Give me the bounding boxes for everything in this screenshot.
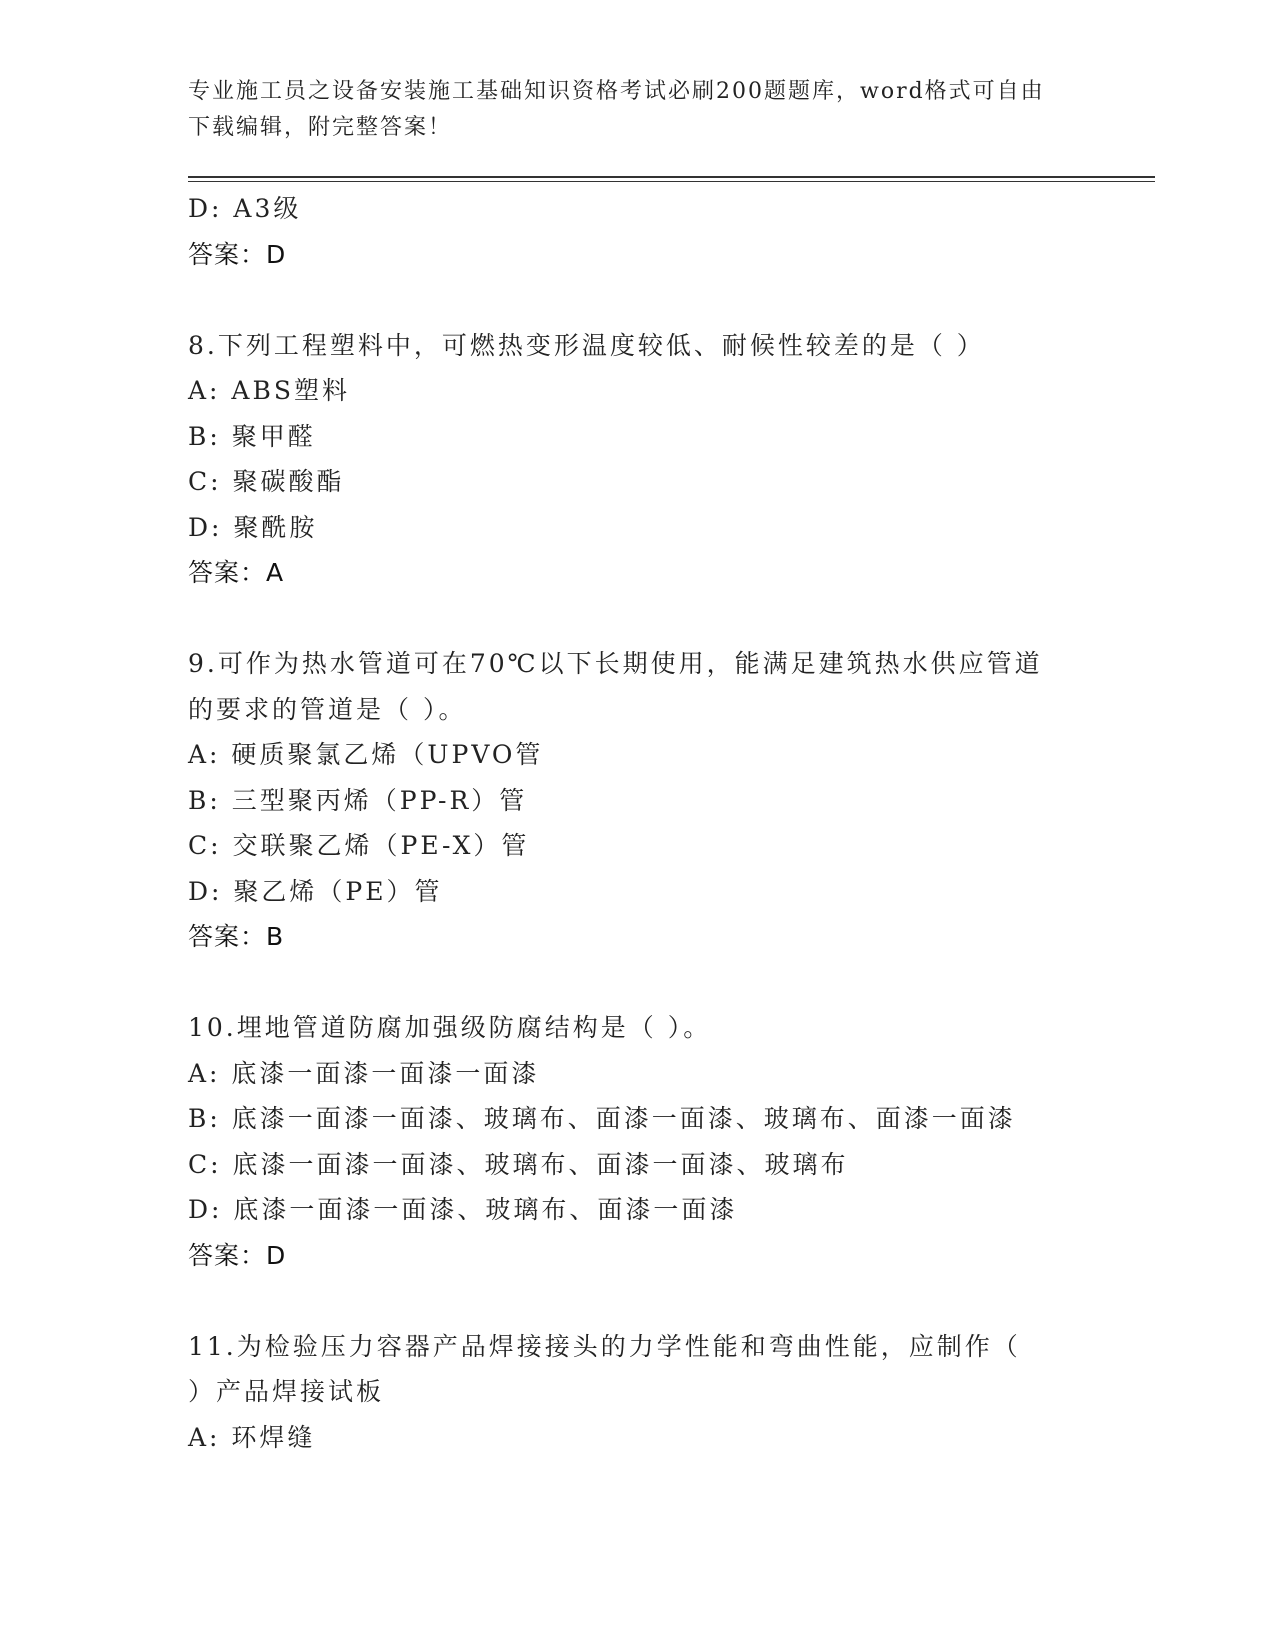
- option-a: A: 底漆一面漆一面漆一面漆: [188, 1058, 540, 1088]
- option-c: C: 聚碳酸酯: [188, 467, 345, 496]
- question-stem-line-1: 11.为检验压力容器产品焊接接头的力学性能和弯曲性能，应制作（: [188, 1331, 1021, 1361]
- question-stem-line-2: 的要求的管道是（ ）。: [188, 694, 467, 724]
- option-d: D: 聚乙烯（PE）管: [188, 876, 443, 906]
- answer-line: 答案：D: [188, 1240, 287, 1270]
- header-line-1: 专业施工员之设备安装施工基础知识资格考试必刷200题题库，word格式可自由: [188, 79, 1045, 104]
- answer-line: 答案：B: [188, 922, 285, 951]
- question-9: [188, 641, 1088, 960]
- option-b: B: 聚甲醛: [188, 421, 316, 451]
- header-divider-thick: [188, 176, 1155, 178]
- question-content: [188, 186, 1088, 1460]
- question-stem-line-2: ）产品焊接试板: [188, 1377, 385, 1406]
- option-b: B: 底漆一面漆一面漆、玻璃布、面漆一面漆、玻璃布、面漆一面漆: [188, 1104, 1016, 1133]
- spacer: [188, 277, 1088, 323]
- previous-question-tail: [188, 186, 1088, 277]
- header-divider-thin: [188, 181, 1155, 182]
- question-stem: 8.下列工程塑料中，可燃热变形温度较低、耐候性较差的是（ ）: [188, 330, 985, 360]
- spacer: [188, 596, 1088, 642]
- answer-line: 答案：D: [188, 239, 287, 269]
- spacer: [188, 960, 1088, 1006]
- option-d: D: A3级: [188, 194, 302, 223]
- option-d: D: 聚酰胺: [188, 512, 318, 542]
- question-11: [188, 1324, 1088, 1461]
- option-c: C: 底漆一面漆一面漆、玻璃布、面漆一面漆、玻璃布: [188, 1149, 849, 1179]
- question-stem: 10.埋地管道防腐加强级防腐结构是（ ）。: [188, 1013, 712, 1042]
- header-line-2: 下载编辑，附完整答案！: [188, 115, 453, 140]
- option-a: A: 环焊缝: [188, 1422, 316, 1452]
- option-c: C: 交联聚乙烯（PE-X）管: [188, 831, 530, 860]
- question-10: [188, 1005, 1088, 1278]
- spacer: [188, 1278, 1088, 1324]
- question-stem-line-1: 9.可作为热水管道可在70℃以下长期使用，能满足建筑热水供应管道: [188, 649, 1043, 678]
- option-a: A: 硬质聚氯乙烯（UPVO管: [188, 740, 544, 769]
- question-8: [188, 323, 1088, 596]
- option-b: B: 三型聚丙烯（PP-R）管: [188, 785, 528, 815]
- answer-line: 答案：A: [188, 558, 285, 587]
- document-header: [188, 74, 1068, 146]
- option-a: A: ABS塑料: [188, 376, 350, 405]
- option-d: D: 底漆一面漆一面漆、玻璃布、面漆一面漆: [188, 1195, 738, 1224]
